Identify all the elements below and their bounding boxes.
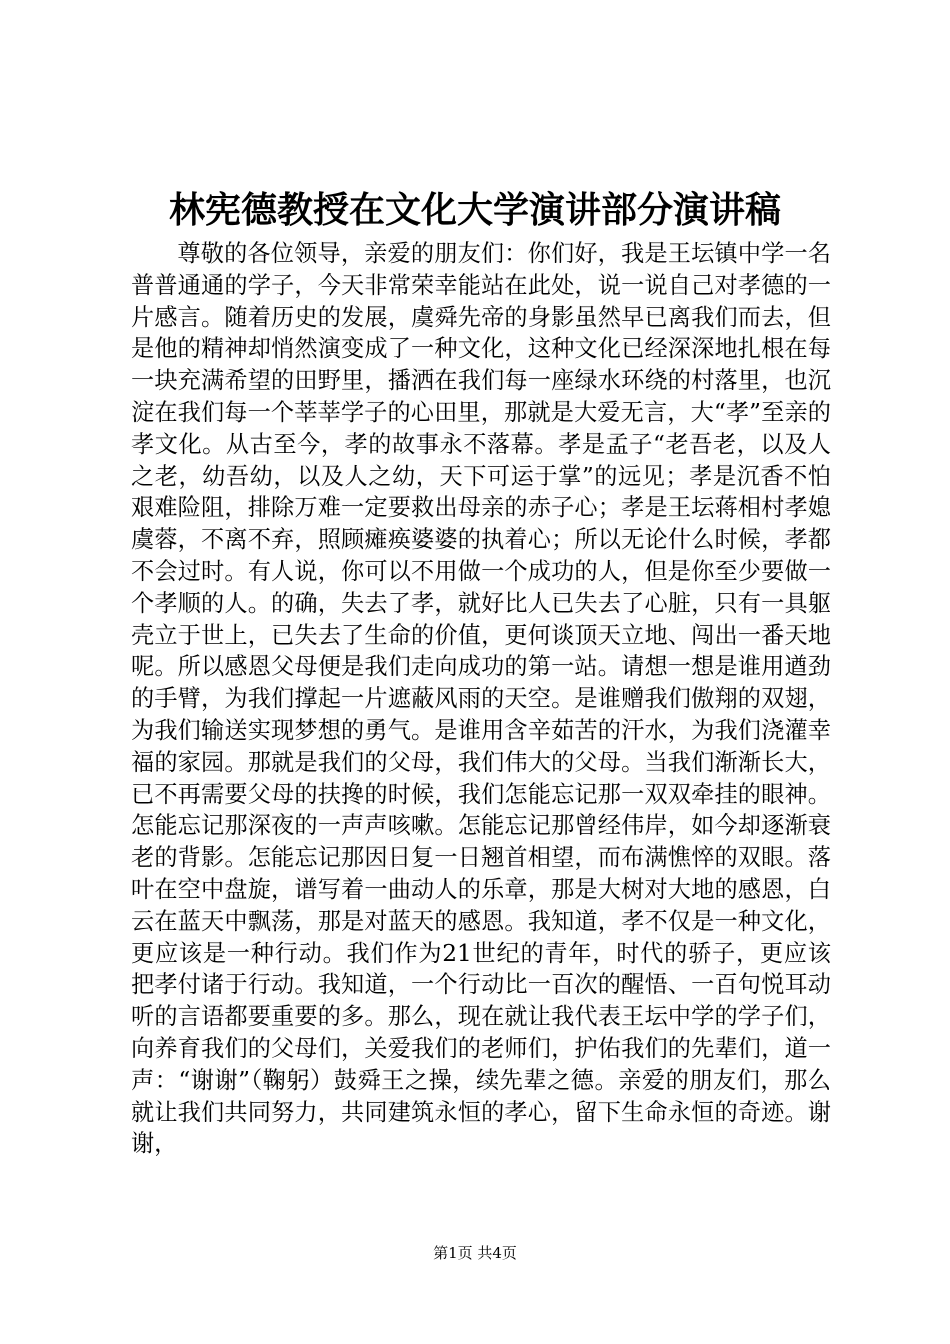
body-paragraph: 尊敬的各位领导，亲爱的朋友们：你们好，我是王坛镇中学一名普普通通的学子，今天非常荣幸能站在此处，说一说自己对孝德的一片感言。随着历史的发展，虞舜先帝的身影虽然早已离我们而去，但是他的精神却悄然演变成了一种文化，这种文化已经深深地扎根在每一块充满希望的田野里，播洒在我们每一座绿水环绕的村落里，也沉淀在我们每一个莘莘学子的心田里，那就是大爱无言，大“孝”至亲的孝文化。从古至今，孝的故事永不落幕。孝是孟子“老吾老，以及人之老，幼吾幼，以及人之幼，天下可运于掌”的远见；孝是沉香不怕艰难险阻，排除万难一定要救出母亲的赤子心；孝是王坛蒋相村孝媳虞蓉，不离不弃，照顾瘫痪婆婆的执着心；所以无论什么时候，孝都不会过时。有人说，你可以不用做一个成功的人，但是你至少要做一个孝顺的人。的确，失去了孝，就好比人已失去了心脏，只有一具躯壳立于世上，已失去了生命的价值，更何谈顶天立地、闯出一番天地呢。所以感恩父母便是我们走向成功的第一站。请想一想是谁用遒劲的手臂，为我们撑起一片遮蔽风雨的天空。是谁赠我们傲翔的双翅，为我们输送实现梦想的勇气。是谁用含辛茹苦的汗水，为我们浇灌幸福的家园。那就是我们的父母，我们伟大的父母。当我们渐渐长大，已不再需要父母的扶搀的时候，我们怎能忘记那一双双牵挂的眼神。怎能忘记那深夜的一声声咳嗽。怎能忘记那曾经伟岸，如今却逐渐衰老的背影。怎能忘记那因日复一日翘首相望，而布满憔悴的双眼。落叶在空中盘旋，谱写着一曲动人的乐章，那是大树对大地的感恩，白云在蓝天中飘荡，那是对蓝天的感恩。我知道，孝不仅是一种文化，更应该是一种行动。我们作为21世纪的青年，时代的骄子，更应该把孝付诸于行动。我知道，一个行动比一百次的醒悟、一百句悦耳动听的言语都要重要的多。那么，现在就让我代表王坛中学的学子们，向养育我们的父母们，关爱我们的老师们，护佑我们的先辈们，道一声：“谢谢”（鞠躬）鼓舜王之操，续先辈之德。亲爱的朋友们，那么就让我们共同努力，共同建筑永恒的孝心，留下生命永恒的奇迹。谢谢， (131, 240, 831, 1158)
page-number-footer: 第1页 共4页 (433, 1244, 517, 1262)
page-title: 林宪德教授在文化大学演讲部分演讲稿 (168, 189, 781, 231)
